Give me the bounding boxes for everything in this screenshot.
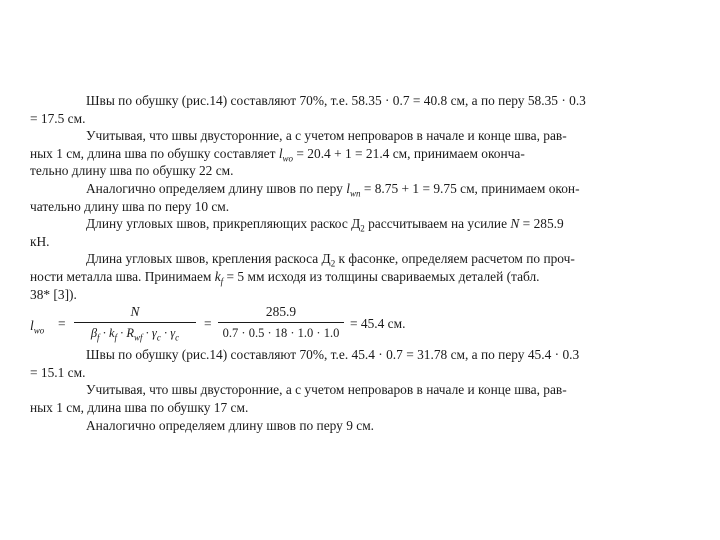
paragraph-line: чательно длину шва по перу 10 см. xyxy=(30,198,230,214)
paragraph-line: тельно длину шва по обушку 22 см. xyxy=(30,163,234,179)
formula-numeric-fraction xyxy=(218,304,344,341)
paragraph-line: Швы по обушку (рис.14) составляют 70%, т.е. 45.4 · 0.7 = 31.78 см, а по перу 45.4 · 0.3 xyxy=(86,347,580,363)
formula-denominator: 0.7 · 0.5 · 18 · 1.0 · 1.0 xyxy=(222,326,340,341)
paragraph-line: Аналогично определяем длину швов по перу 9 см. xyxy=(86,417,375,433)
formula-lhs: $l_{wo}$ xyxy=(30,318,45,336)
formula-numerator: 285.9 xyxy=(265,304,297,320)
paragraph-line: ных 1 см, длина шва по обушку 17 см. xyxy=(30,399,249,415)
paragraph-line: ных 1 см, длина шва по обушку составляет $l_{wo} = 20.4 + 1 = 21.4$ см, принимаем оконча- xyxy=(30,145,525,164)
fraction-bar xyxy=(74,322,196,323)
paragraph-line: Аналогично определяем длину швов по перу $l_{wn} = 8.75 + 1 = 9.75$ см, принимаем окон- xyxy=(86,180,580,199)
paragraph-line: 38* [3]). xyxy=(30,286,77,302)
paragraph-line: = 17.5 см. xyxy=(30,110,86,126)
paragraph-line: Длину угловых швов, прикрепляющих раскос $Д_2$ рассчитываем на усилие N = 285.9 xyxy=(86,216,564,234)
paragraph-line: кН. xyxy=(30,233,50,249)
paragraph-line: Швы по обушку (рис.14) составляют 70%, т.е. 58.35 · 0.7 = 40.8 см, а по перу 58.35 · 0.3 xyxy=(86,93,586,108)
fraction-bar xyxy=(218,322,344,323)
paragraph-line: Длина угловых швов, крепления раскоса $Д_2$ к фасонке, определяем расчетом по проч- xyxy=(86,251,575,270)
paragraph-line: Учитывая, что швы двусторонние, а с учетом непроваров в начале и конце шва, рав- xyxy=(86,382,567,398)
formula-equals: = xyxy=(204,316,212,332)
formula-equals: = xyxy=(58,316,66,332)
formula-symbolic-fraction xyxy=(74,304,196,341)
document-body xyxy=(30,92,670,434)
formula-denominator: $\beta_f \cdot k_f \cdot R_{wf} \cdot \gamma_c \cdot \gamma_c$ xyxy=(90,326,180,343)
formula-numerator: N xyxy=(130,304,140,320)
paragraph-line: Учитывая, что швы двусторонние, а с учетом непроваров в начале и конце шва, рав- xyxy=(86,128,567,144)
weld-length-formula xyxy=(30,304,670,344)
formula-result: = 45.4 см. xyxy=(350,316,406,332)
paragraph-line: ности металла шва. Принимаем $k_f = 5$ мм исходя из толщины свариваемых деталей (табл. xyxy=(30,268,540,287)
paragraph-line: = 15.1 см. xyxy=(30,364,86,380)
